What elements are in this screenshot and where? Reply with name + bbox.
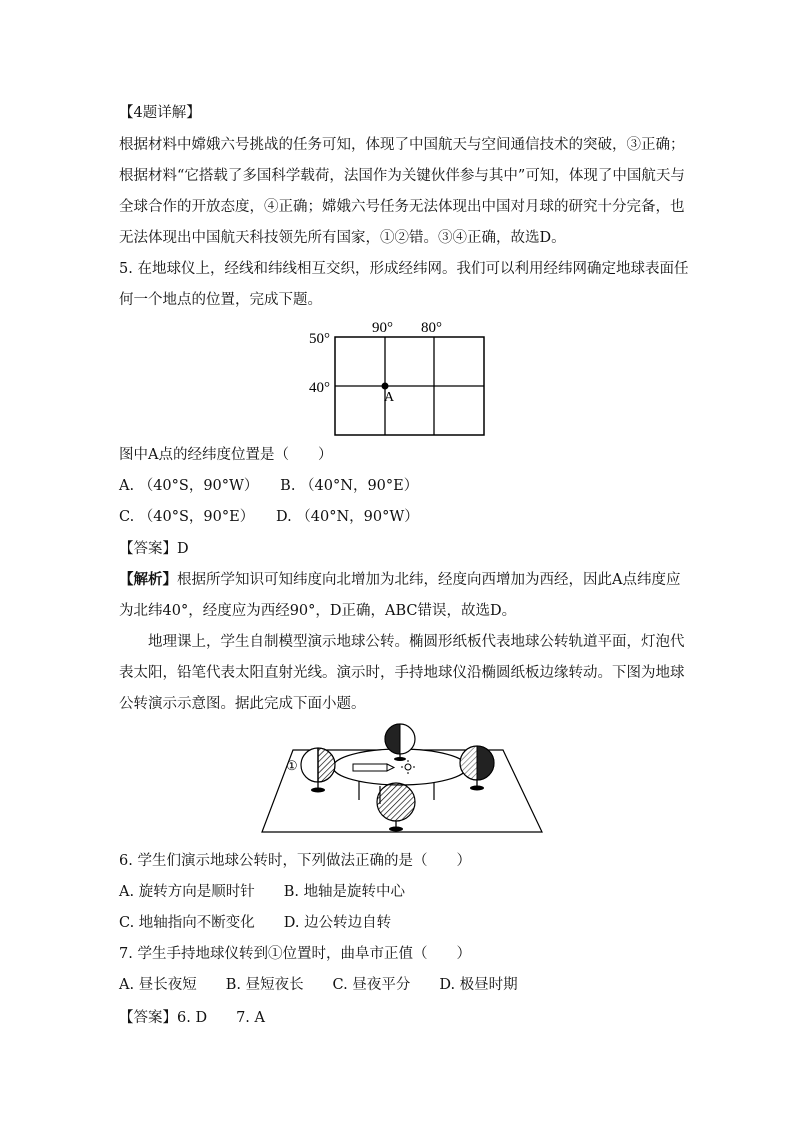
- passage-line-2: 表太阳，铅笔代表太阳直射光线。演示时，手持地球仪沿椭圆纸板边缘转动。下图为地球: [119, 665, 685, 681]
- q5-stem-line-1: 5. 在地球仪上，经线和纬线相互交织，形成经纬网。我们可以利用经纬网确定地球表面任: [119, 261, 689, 277]
- label-lon-80: 80°: [421, 320, 442, 336]
- q7-stem: 7. 学生手持地球仪转到①位置时，曲阜市正值（ ）: [119, 946, 471, 962]
- label-lon-90: 90°: [372, 320, 393, 336]
- label-point-a: A: [384, 390, 395, 405]
- revolution-demo-figure: [258, 720, 548, 838]
- pencil: [353, 764, 394, 771]
- q5-analysis-label: 【解析】: [119, 571, 177, 588]
- label-lat-40: 40°: [309, 380, 330, 396]
- point-a-marker: [382, 383, 389, 390]
- q4-line-4: 无法体现出中国航天科技领先所有国家，①②错。③④正确，故选D。: [119, 230, 566, 246]
- q6-stem: 6. 学生们演示地球公转时，下列做法正确的是（ ）: [119, 853, 471, 869]
- q6-options-row-2: C. 地轴指向不断变化 D. 边公转边自转: [119, 915, 392, 931]
- label-lat-50: 50°: [309, 331, 330, 347]
- q5-analysis-line-1: [119, 570, 680, 590]
- q5-options-row-2: C. （40°S，90°E） D. （40°N，90°W）: [119, 509, 419, 525]
- q4-line-2: 根据材料“它搭载了多国科学载荷，法国作为关键伙伴参与其中”可知，体现了中国航天与: [119, 168, 685, 184]
- passage-line-1: 地理课上，学生自制模型演示地球公转。椭圆形纸板代表地球公转轨道平面，灯泡代: [148, 634, 685, 650]
- q7-options: A. 昼长夜短 B. 昼短夜长 C. 昼夜平分 D. 极昼时期: [119, 977, 518, 993]
- q5-options-row-1: A. （40°S，90°W） B. （40°N，90°E）: [119, 478, 419, 494]
- q5-stem-line-2: 何一个地点的位置，完成下题。: [119, 292, 322, 308]
- q5-answer: 【答案】D: [119, 541, 189, 557]
- q5-analysis-text: 根据所学知识可知纬度向北增加为北纬，经度向西增加为西经，因此A点纬度应: [177, 572, 681, 588]
- q5-question: 图中A点的经纬度位置是（ ）: [119, 447, 333, 463]
- q4-line-1: 根据材料中嫦娥六号挑战的任务可知，体现了中国航天与空间通信技术的突破，③正确；: [119, 137, 685, 153]
- answer-6-7: 【答案】6. D 7. A: [119, 1010, 265, 1026]
- q6-options-row-1: A. 旋转方向是顺时针 B. 地轴是旋转中心: [119, 884, 406, 900]
- q5-analysis-line-2: 为北纬40°，经度应为西经90°，D正确，ABC错误，故选D。: [119, 603, 517, 619]
- latlon-grid-figure: [300, 315, 500, 440]
- label-position-1: ①: [286, 758, 298, 773]
- q4-heading: 【4题详解】: [119, 105, 201, 121]
- q4-line-3: 全球合作的开放态度，④正确；嫦娥六号任务无法体现出中国对月球的研究十分完备，也: [119, 199, 685, 215]
- passage-line-3: 公转演示示意图。据此完成下面小题。: [119, 696, 366, 712]
